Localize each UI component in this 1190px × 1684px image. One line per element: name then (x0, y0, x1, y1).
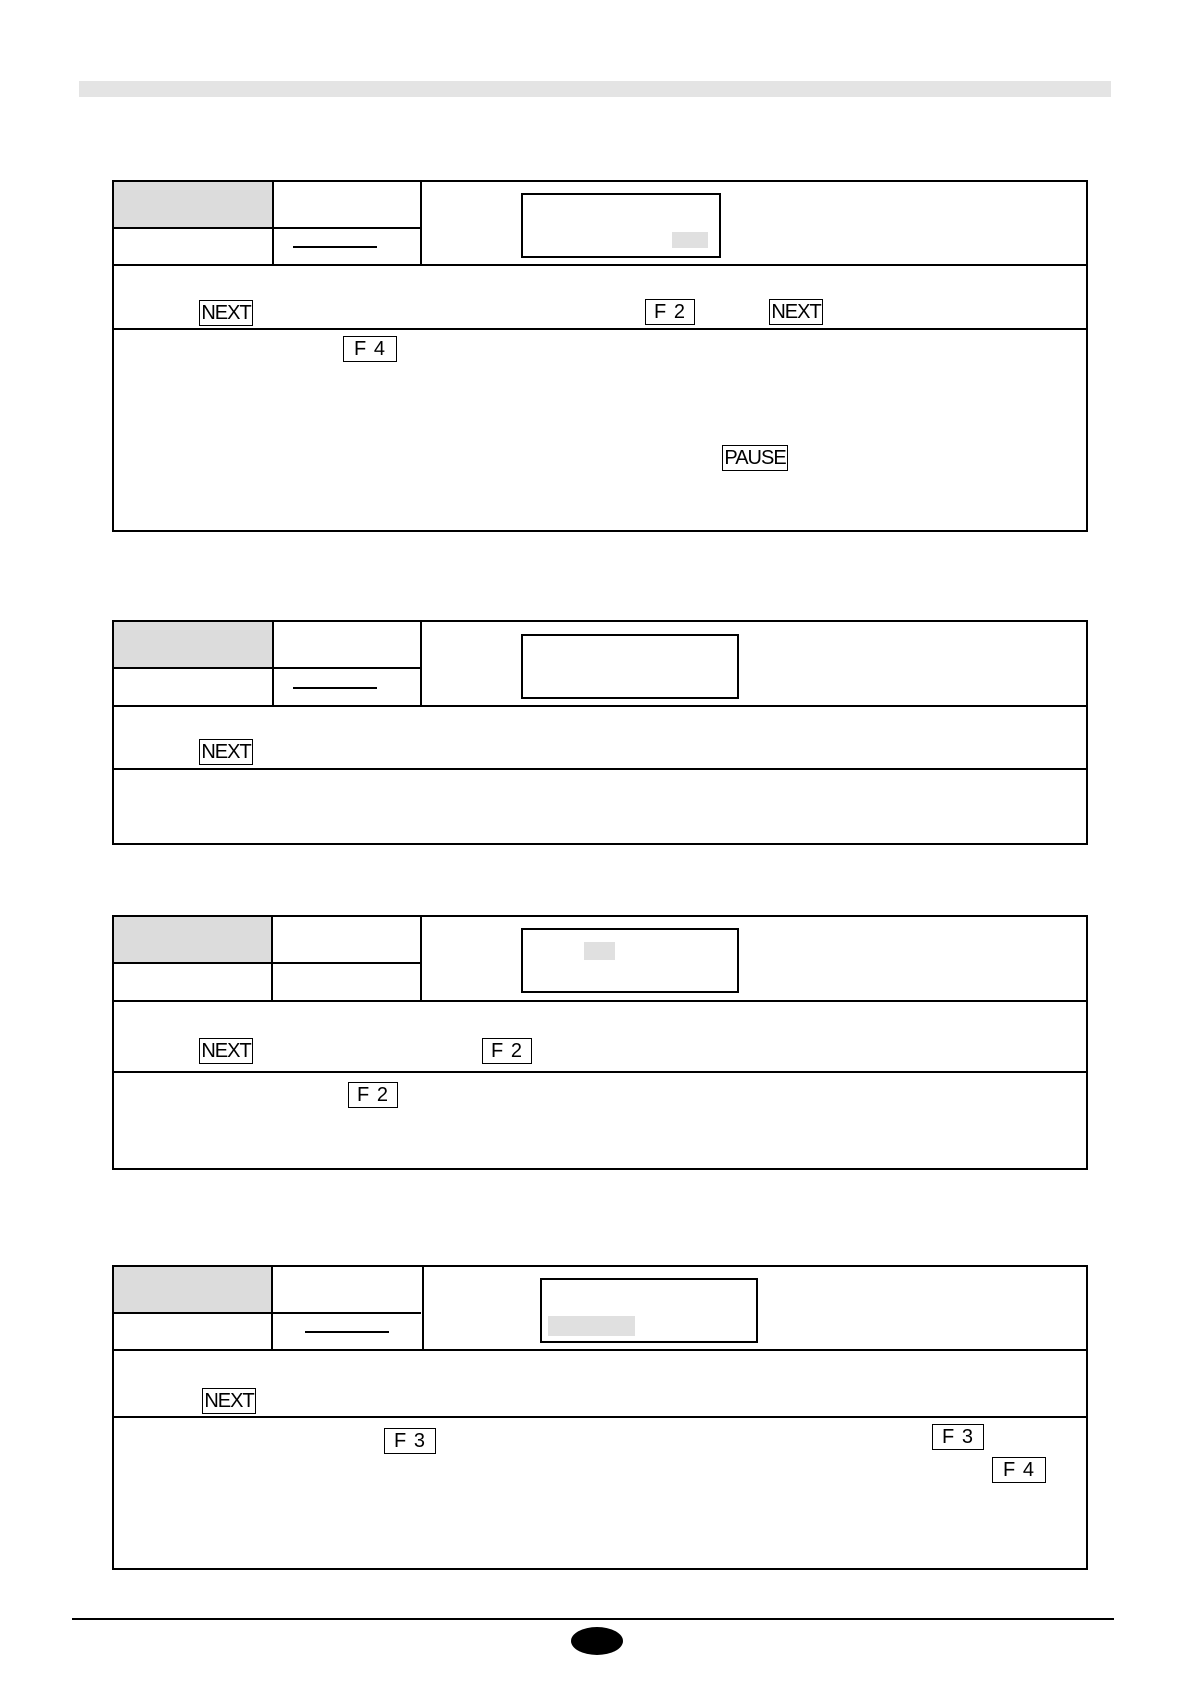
section-3-lcd-display (521, 928, 739, 993)
section-3-divider (271, 917, 273, 1001)
next-key[interactable]: NEXT (199, 300, 253, 326)
section-2-value-underline (293, 687, 377, 689)
section-2-divider (114, 667, 421, 669)
next-key[interactable]: NEXT (769, 299, 823, 325)
f3-key[interactable]: F 3 (932, 1424, 984, 1450)
next-key[interactable]: NEXT (199, 1038, 253, 1064)
section-4-divider (114, 1312, 421, 1314)
section-4-value-underline (305, 1331, 389, 1333)
f2-key[interactable]: F 2 (482, 1038, 532, 1064)
section-3-divider (114, 1000, 1086, 1002)
section-2-divider (114, 768, 1086, 770)
lcd-cursor (548, 1316, 635, 1336)
section-4-divider (114, 1416, 1086, 1418)
section-1-divider (114, 328, 1086, 330)
pause-key[interactable]: PAUSE (722, 445, 788, 471)
section-2-header-cell (114, 622, 273, 668)
lcd-cursor (672, 232, 708, 248)
lcd-cursor (584, 942, 615, 960)
section-4-lcd-display (540, 1278, 758, 1343)
section-1-lcd-display (521, 193, 721, 258)
section-3-divider (114, 962, 421, 964)
section-4-divider (114, 1349, 1086, 1351)
section-4-header-cell (114, 1267, 271, 1313)
section-1-header-cell (114, 182, 273, 228)
header-bar (79, 81, 1111, 97)
section-2-divider (420, 622, 422, 706)
section-1-value-underline (293, 246, 377, 248)
next-key[interactable]: NEXT (199, 739, 253, 765)
next-key[interactable]: NEXT (202, 1388, 256, 1414)
page-number-badge (571, 1627, 623, 1655)
footer-rule (72, 1618, 1114, 1620)
section-3-header-cell (114, 917, 271, 963)
section-2-divider (272, 622, 274, 706)
section-3-divider (114, 1071, 1086, 1073)
f4-key[interactable]: F 4 (992, 1457, 1046, 1483)
f2-key[interactable]: F 2 (645, 299, 695, 325)
f3-key[interactable]: F 3 (384, 1428, 436, 1454)
section-1-divider (420, 182, 422, 266)
section-2-divider (114, 705, 1086, 707)
f4-key[interactable]: F 4 (343, 336, 397, 362)
section-1-divider (272, 182, 274, 266)
section-2-lcd-display (521, 634, 739, 699)
section-3-divider (420, 917, 422, 1001)
f2-key[interactable]: F 2 (348, 1082, 398, 1108)
section-4-divider (422, 1267, 424, 1351)
section-4-divider (271, 1267, 273, 1351)
section-1-divider (114, 227, 421, 229)
section-1-divider (114, 264, 1086, 266)
